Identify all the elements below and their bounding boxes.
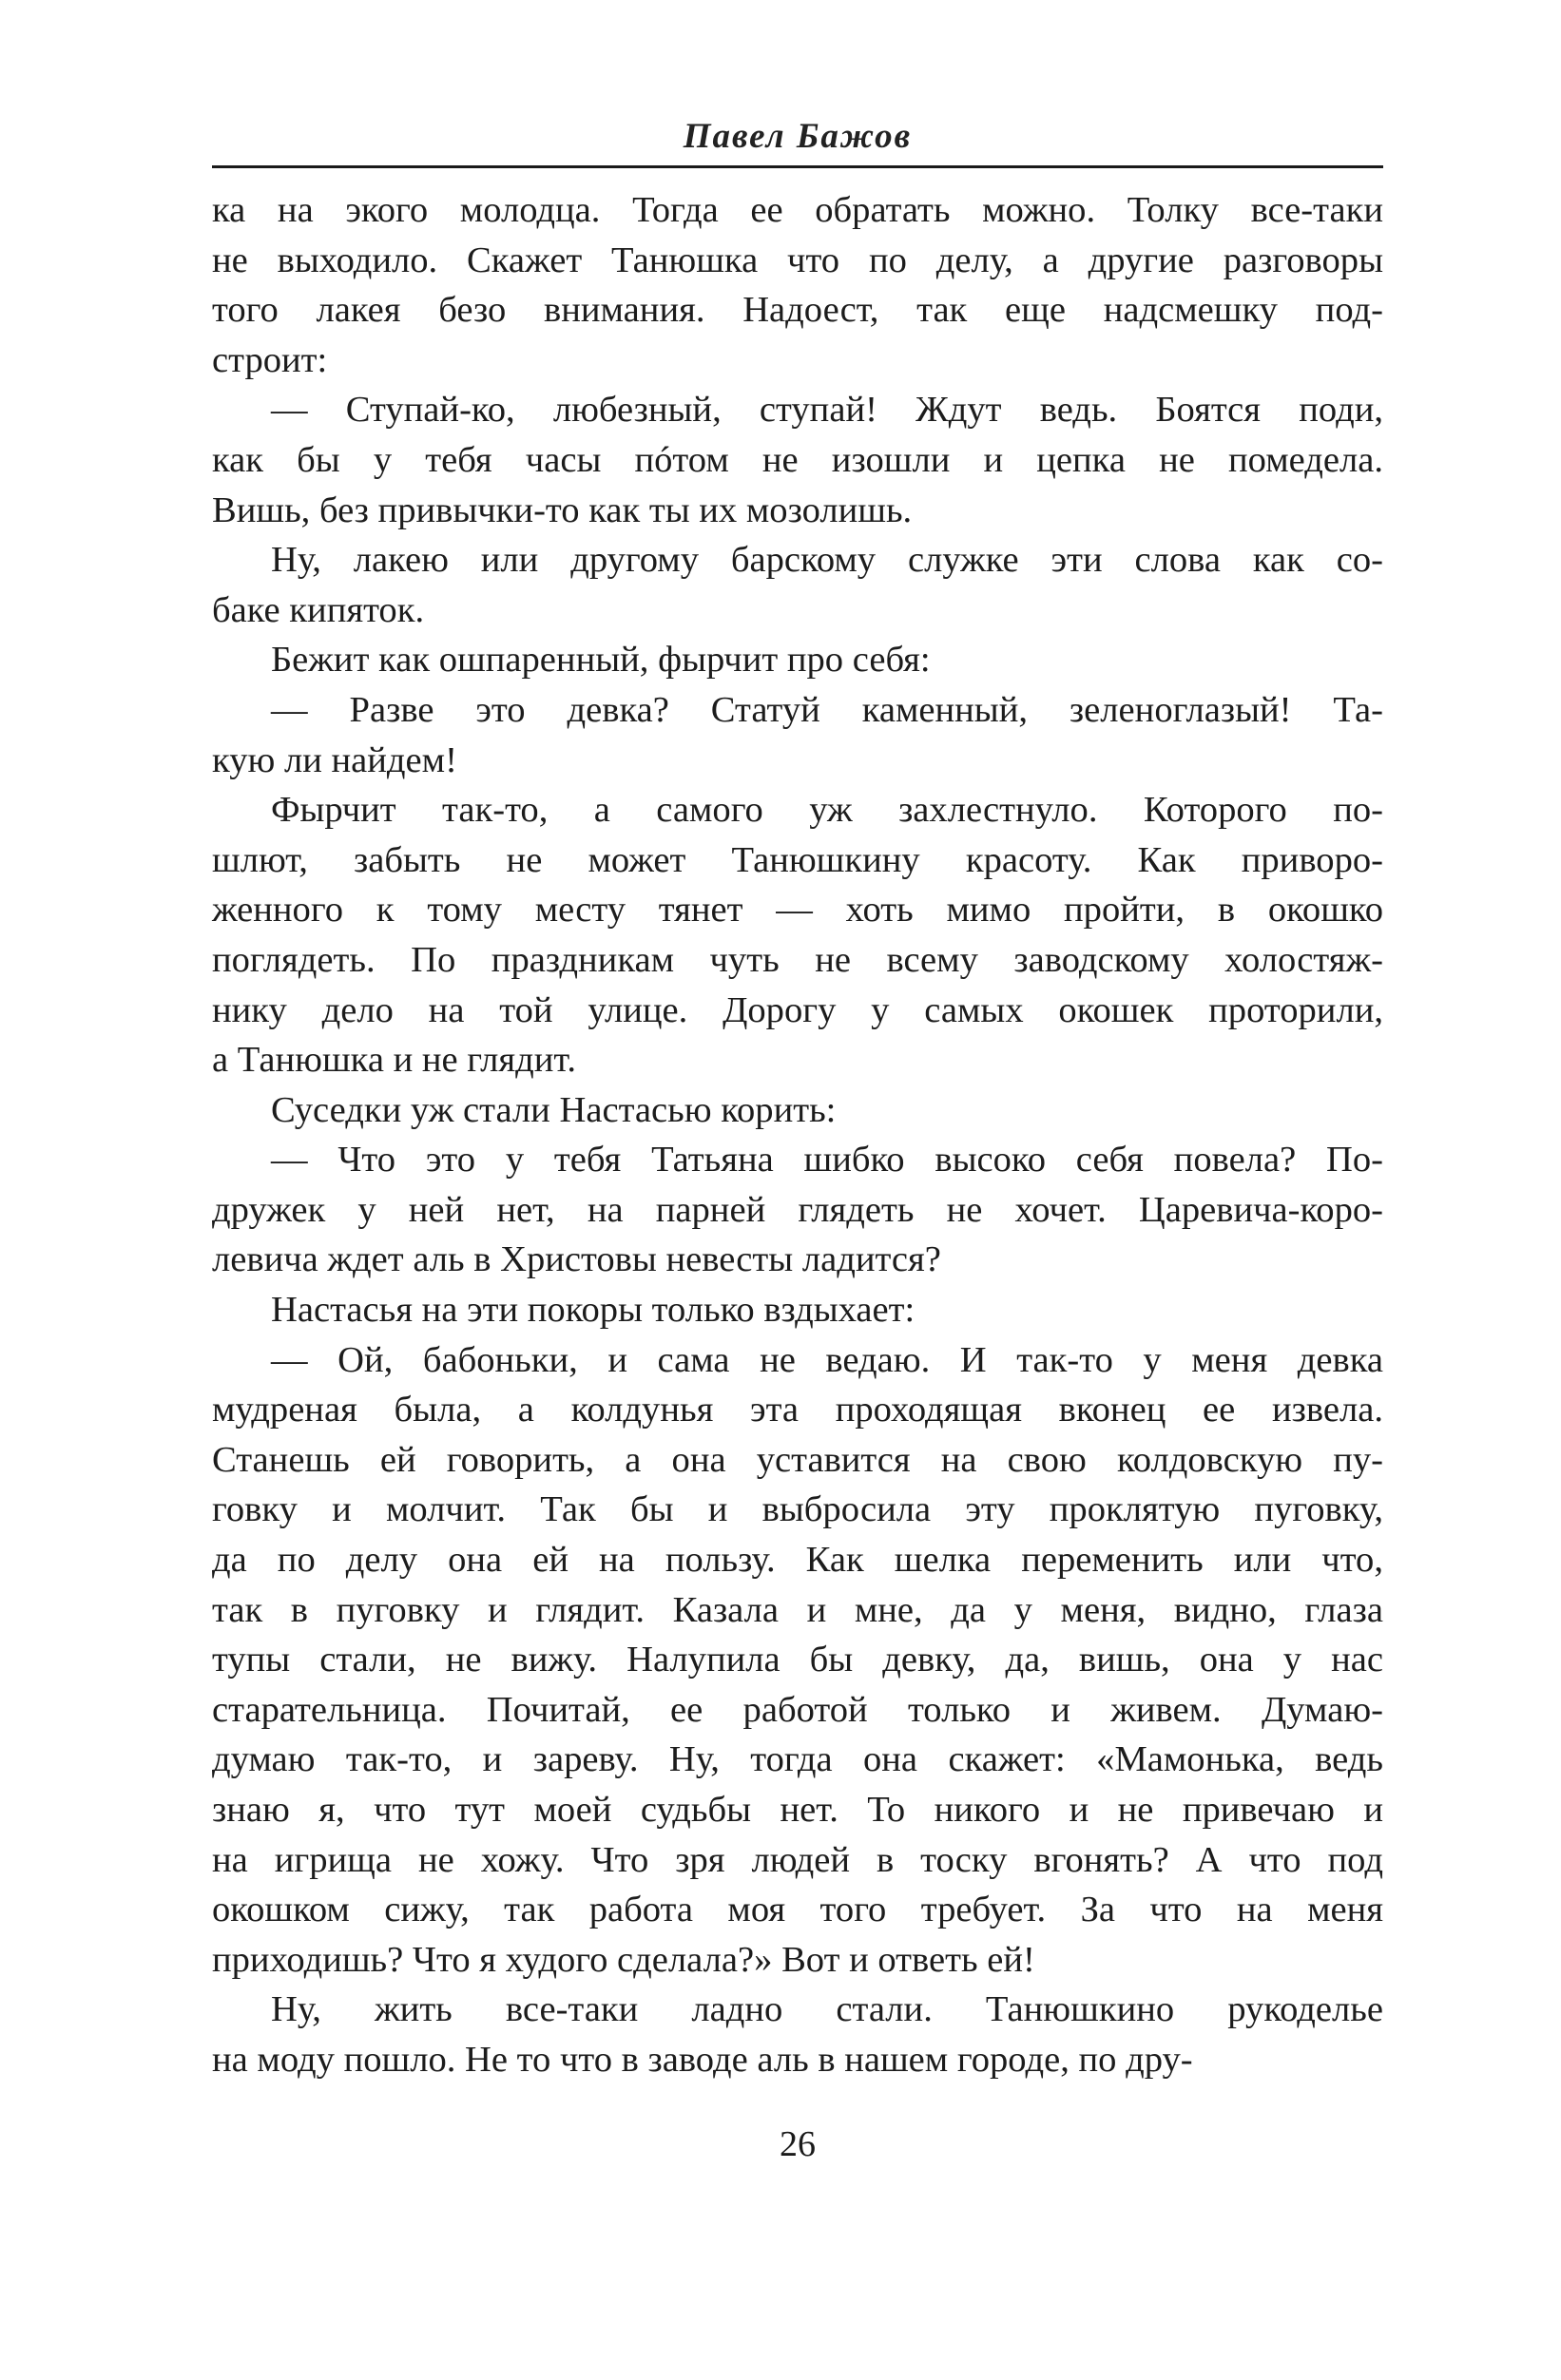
body-text xyxy=(212,185,1383,2085)
text-line: кую ли найдем! xyxy=(212,739,457,780)
text-line: как бы у тебя часы пóтом не изошли и цепка не помедела. xyxy=(212,439,1383,480)
text-line: того лакея безо внимания. Надоест, так еще надсмешку под- xyxy=(212,290,1383,331)
page-number: 26 xyxy=(780,2124,816,2164)
text-line: Вишь, без привычки-то как ты их мозолишь. xyxy=(212,489,913,530)
text-line: на игрища не хожу. Что зря людей в тоску вгонять? А что под xyxy=(212,1839,1383,1880)
text-line: не выходило. Скажет Танюшка что по делу, а другие разговоры xyxy=(212,240,1383,280)
text-line: так в пуговку и глядит. Казала и мне, да у меня, видно, глаза xyxy=(212,1589,1383,1630)
text-line: Суседки уж стали Настасью корить: xyxy=(271,1089,837,1130)
text-line: нику дело на той улице. Дорогу у самых окошек проторили, xyxy=(212,989,1383,1030)
text-line: ка на экого молодца. Тогда ее обратать можно. Толку все-таки xyxy=(212,190,1383,230)
text-line: Ну, жить все-таки ладно стали. Танюшкино рукоделье xyxy=(271,1989,1383,2030)
text-line: поглядеть. По праздникам чуть не всему заводскому холостяж- xyxy=(212,939,1383,980)
text-line: баке кипяток. xyxy=(212,589,425,630)
text-line: а Танюшка и не глядит. xyxy=(212,1040,577,1081)
text-line: Настасья на эти покоры только вздыхает: xyxy=(271,1290,915,1331)
text-line: Ну, лакею или другому барскому служке эти слова как со- xyxy=(271,540,1383,581)
text-line: знаю я, что тут моей судьбы нет. То никого и не привечаю и xyxy=(212,1790,1383,1830)
running-head-author: Павел Бажов xyxy=(683,117,913,156)
text-line: говку и молчит. Так бы и выбросила эту проклятую пуговку, xyxy=(212,1489,1383,1530)
text-line: тупы стали, не вижу. Налупила бы девку, да, вишь, она у нас xyxy=(212,1640,1383,1680)
text-line: окошком сижу, так работа моя того требует. За что на меня xyxy=(212,1890,1383,1930)
text-line: строит: xyxy=(212,339,328,380)
text-line: приходишь? Что я худого сделала?» Вот и ответь ей! xyxy=(212,1939,1035,1980)
text-line: старательница. Почитай, ее работой только и живем. Думаю- xyxy=(212,1689,1383,1730)
text-line: — Что это у тебя Татьяна шибко высоко себя повела? По- xyxy=(271,1140,1383,1180)
text-line: дружек у ней нет, на парней глядеть не хочет. Царевича-коро- xyxy=(212,1189,1383,1230)
book-page xyxy=(212,114,1383,2300)
text-line: Станешь ей говорить, а она уставится на свою колдовскую пу- xyxy=(212,1439,1383,1480)
text-line: да по делу она ей на пользу. Как шелка переменить или что, xyxy=(212,1540,1383,1581)
text-line: — Разве это девка? Статуй каменный, зеленоглазый! Та- xyxy=(271,689,1383,730)
text-line: на моду пошло. Не то что в заводе аль в нашем городе, по дру- xyxy=(212,2039,1193,2080)
text-line: — Ступай-ко, любезный, ступай! Ждут ведь. Боятся поди, xyxy=(271,390,1383,431)
text-line: мудреная была, а колдунья эта проходящая вконец ее извела. xyxy=(212,1390,1383,1430)
text-line: Бежит как ошпаренный, фырчит про себя: xyxy=(271,640,931,681)
text-line: думаю так-то, и зареву. Ну, тогда она скажет: «Мамонька, ведь xyxy=(212,1739,1383,1780)
header-rule xyxy=(212,165,1383,168)
text-line: шлют, забыть не может Танюшкину красоту. Как приворо- xyxy=(212,839,1383,880)
text-line: женного к тому месту тянет — хоть мимо пройти, в окошко xyxy=(212,890,1383,931)
text-line: — Ой, бабоньки, и сама не ведаю. И так-то у меня девка xyxy=(271,1339,1383,1380)
text-line: Фырчит так-то, а самого уж захлестнуло. Которого по- xyxy=(271,790,1383,831)
text-line: левича ждет аль в Христовы невесты ладится? xyxy=(212,1239,941,1280)
